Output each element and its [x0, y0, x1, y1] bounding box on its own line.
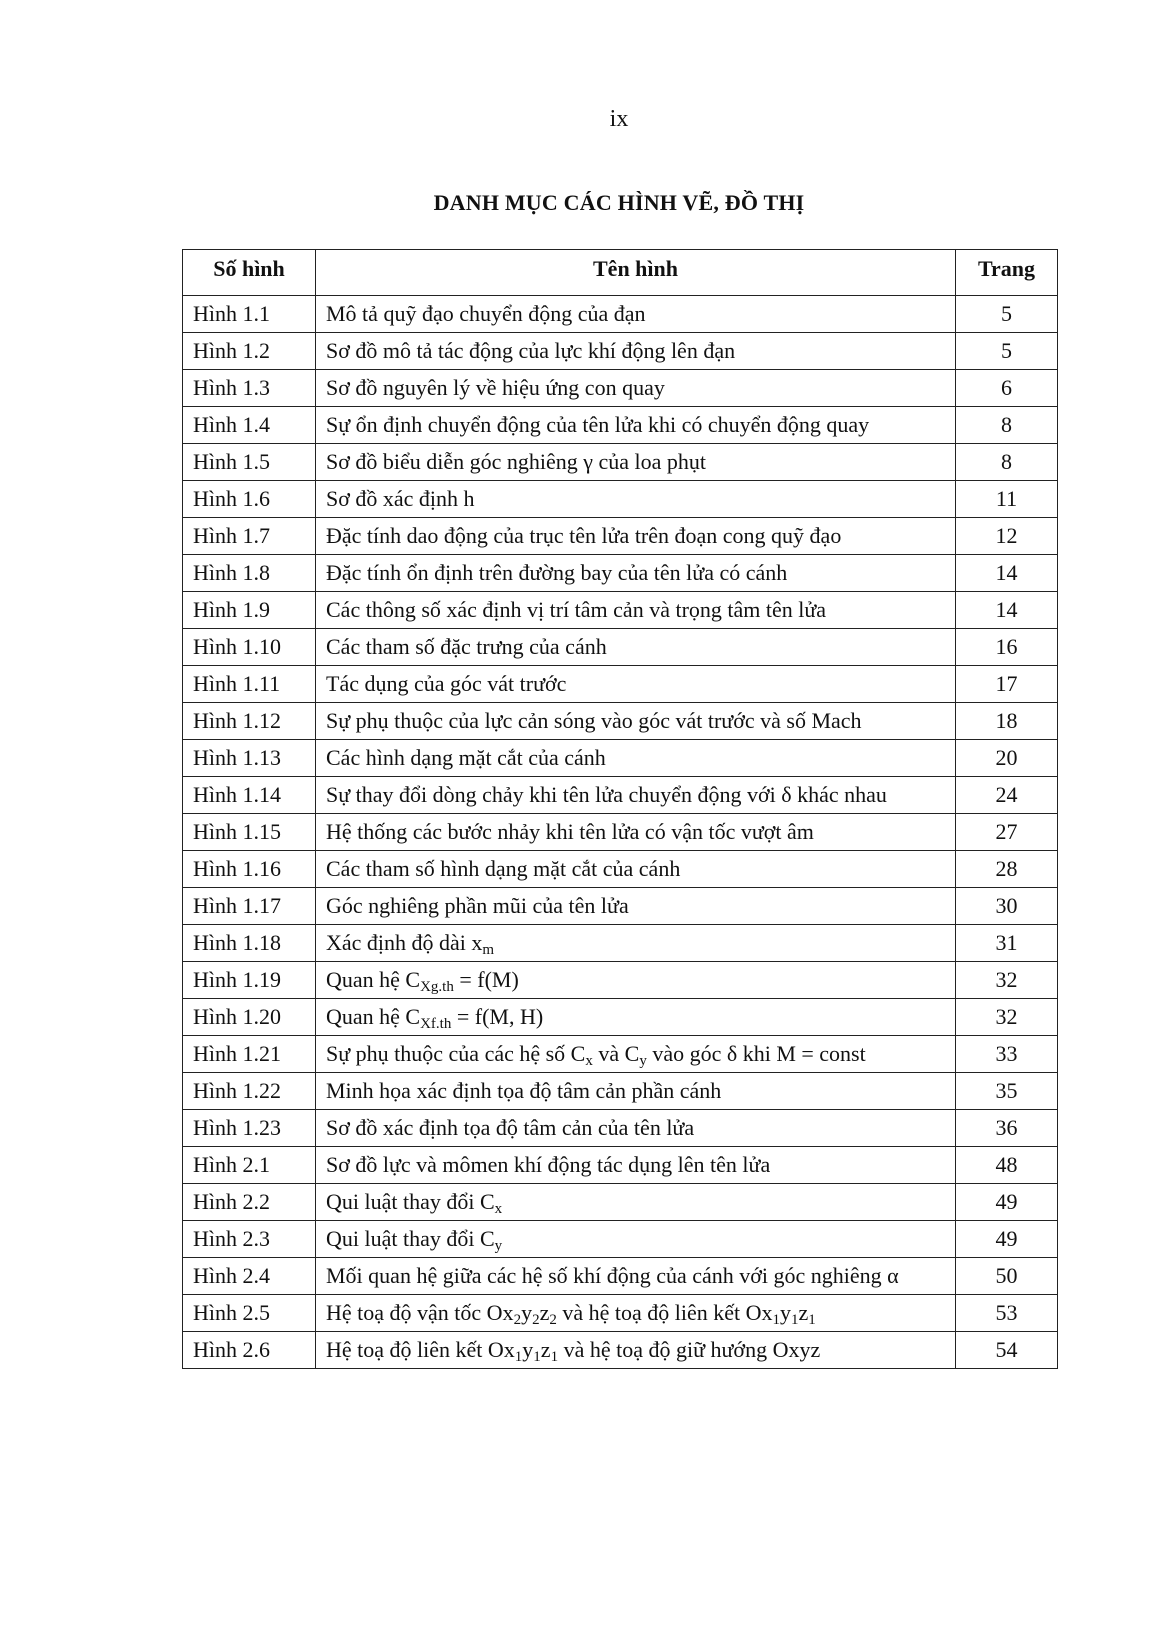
header-figure-number: Số hình	[183, 250, 316, 296]
figure-name-text: Qui luật thay đổi C	[326, 1226, 495, 1251]
table-row	[183, 444, 1058, 481]
table-row	[183, 1184, 1058, 1221]
figure-page: 33	[956, 1036, 1058, 1073]
figure-page: 54	[956, 1332, 1058, 1369]
figure-name-subscript: Xf.th	[420, 1016, 452, 1032]
table-row	[183, 999, 1058, 1036]
figure-name: Sơ đồ xác định tọa độ tâm cản của tên lửa	[316, 1110, 956, 1147]
figure-name-text: Qui luật thay đổi C	[326, 1189, 495, 1214]
figure-number: Hình 1.14	[183, 777, 316, 814]
table-row	[183, 407, 1058, 444]
figure-page: 18	[956, 703, 1058, 740]
figure-number: Hình 1.10	[183, 629, 316, 666]
figure-name: Mối quan hệ giữa các hệ số khí động của cánh với góc nghiêng α	[316, 1258, 956, 1295]
figure-name: Các thông số xác định vị trí tâm cản và trọng tâm tên lửa	[316, 592, 956, 629]
figure-name	[316, 1036, 956, 1073]
figure-number: Hình 1.5	[183, 444, 316, 481]
table-row	[183, 592, 1058, 629]
figure-name-text: Hệ toạ độ vận tốc Ox	[326, 1300, 514, 1325]
figure-name: Sơ đồ nguyên lý về hiệu ứng con quay	[316, 370, 956, 407]
figure-name: Sơ đồ biểu diễn góc nghiêng γ của loa phụt	[316, 444, 956, 481]
figure-name-text: = f(M)	[453, 967, 519, 992]
figure-number: Hình 1.23	[183, 1110, 316, 1147]
figure-name-text: Quan hệ C	[326, 1004, 421, 1029]
table-row	[183, 888, 1058, 925]
figure-name-subscript: x	[585, 1053, 593, 1069]
table-row	[183, 740, 1058, 777]
figure-page: 17	[956, 666, 1058, 703]
figure-name-text: vào góc δ khi M = const	[646, 1041, 866, 1066]
table-row	[183, 851, 1058, 888]
figure-name	[316, 1221, 956, 1258]
figure-name-subscript: 1	[550, 1349, 559, 1365]
figure-name-text: = f(M, H)	[451, 1004, 544, 1029]
table-row	[183, 629, 1058, 666]
figure-page: 50	[956, 1258, 1058, 1295]
figure-name: Các tham số hình dạng mặt cắt của cánh	[316, 851, 956, 888]
figure-number: Hình 1.13	[183, 740, 316, 777]
figure-page: 49	[956, 1221, 1058, 1258]
figure-name: Sơ đồ xác định h	[316, 481, 956, 518]
figure-name-subscript: 1	[808, 1312, 816, 1328]
figure-number: Hình 1.6	[183, 481, 316, 518]
figure-page: 8	[956, 407, 1058, 444]
figure-name-subscript: x	[494, 1201, 503, 1217]
figure-number: Hình 2.6	[183, 1332, 316, 1369]
page-number: ix	[609, 106, 629, 132]
figure-number: Hình 1.16	[183, 851, 316, 888]
figure-name-text: y	[780, 1300, 791, 1325]
figure-page: 5	[956, 296, 1058, 333]
table-row	[183, 481, 1058, 518]
figure-page: 11	[956, 481, 1058, 518]
figure-page: 30	[956, 888, 1058, 925]
figure-name: Sự ổn định chuyển động của tên lửa khi có chuyển động quay	[316, 407, 956, 444]
figure-page: 32	[956, 999, 1058, 1036]
figure-page: 32	[956, 962, 1058, 999]
figure-page: 8	[956, 444, 1058, 481]
table-row	[183, 333, 1058, 370]
figure-page: 16	[956, 629, 1058, 666]
table-row	[183, 666, 1058, 703]
figure-number: Hình 1.18	[183, 925, 316, 962]
header-figure-name: Tên hình	[316, 250, 956, 296]
figure-name-text: Quan hệ C	[326, 967, 421, 992]
figure-name-subscript: 1	[772, 1312, 780, 1328]
figure-name-subscript: 1	[533, 1349, 541, 1365]
figure-name: Các tham số đặc trưng của cánh	[316, 629, 956, 666]
figure-name: Sơ đồ mô tả tác động của lực khí động lên đạn	[316, 333, 956, 370]
table-row	[183, 1295, 1058, 1332]
figure-name-subscript: 1	[514, 1349, 523, 1365]
figure-name-text: y	[522, 1337, 534, 1362]
table-row	[183, 1147, 1058, 1184]
figure-number: Hình 2.1	[183, 1147, 316, 1184]
figure-page: 6	[956, 370, 1058, 407]
figure-name-subscript: Xg.th	[420, 979, 454, 995]
figure-name: Góc nghiêng phần mũi của tên lửa	[316, 888, 956, 925]
table-row	[183, 1036, 1058, 1073]
figure-name-text: và hệ toạ độ liên kết Ox	[556, 1300, 773, 1325]
figure-name: Sơ đồ lực và mômen khí động tác dụng lên tên lửa	[316, 1147, 956, 1184]
table-row	[183, 1258, 1058, 1295]
figure-name	[316, 1295, 956, 1332]
figure-number: Hình 1.15	[183, 814, 316, 851]
figure-name-subscript: y	[639, 1053, 647, 1069]
figure-name-text: y	[521, 1300, 533, 1325]
figure-number: Hình 1.2	[183, 333, 316, 370]
figure-name-text: Hệ toạ độ liên kết Ox	[326, 1337, 515, 1362]
figure-name-text: z	[798, 1300, 809, 1325]
figure-page: 14	[956, 555, 1058, 592]
figure-name	[316, 999, 956, 1036]
figure-number: Hình 1.9	[183, 592, 316, 629]
figure-number: Hình 1.7	[183, 518, 316, 555]
figure-name: Sự thay đổi dòng chảy khi tên lửa chuyển động với δ khác nhau	[316, 777, 956, 814]
table-row	[183, 370, 1058, 407]
figure-name-subscript: 2	[532, 1312, 540, 1328]
figure-name	[316, 1184, 956, 1221]
figure-page: 53	[956, 1295, 1058, 1332]
table-header-row	[183, 250, 1058, 296]
figure-page: 36	[956, 1110, 1058, 1147]
figure-page: 14	[956, 592, 1058, 629]
figure-number: Hình 1.12	[183, 703, 316, 740]
figure-number: Hình 1.17	[183, 888, 316, 925]
figure-page: 24	[956, 777, 1058, 814]
header-page: Trang	[956, 250, 1058, 296]
figure-number: Hình 2.3	[183, 1221, 316, 1258]
figure-name: Đặc tính dao động của trục tên lửa trên đoạn cong quỹ đạo	[316, 518, 956, 555]
figure-name: Sự phụ thuộc của lực cản sóng vào góc vát trước và số Mach	[316, 703, 956, 740]
figure-name-text: Xác định độ dài x	[326, 930, 483, 955]
table-row	[183, 703, 1058, 740]
figure-page: 35	[956, 1073, 1058, 1110]
table-row	[183, 1110, 1058, 1147]
figure-name-subscript: 2	[513, 1312, 522, 1328]
figure-name: Các hình dạng mặt cắt của cánh	[316, 740, 956, 777]
figure-number: Hình 2.2	[183, 1184, 316, 1221]
figure-page: 48	[956, 1147, 1058, 1184]
table-row	[183, 925, 1058, 962]
figure-number: Hình 1.11	[183, 666, 316, 703]
figure-name-subscript: y	[494, 1238, 503, 1254]
figure-name-text: z	[540, 1337, 551, 1362]
figure-number: Hình 1.19	[183, 962, 316, 999]
figure-name: Hệ thống các bước nhảy khi tên lửa có vận tốc vượt âm	[316, 814, 956, 851]
table-row	[183, 814, 1058, 851]
figure-name: Mô tả quỹ đạo chuyển động của đạn	[316, 296, 956, 333]
figure-name	[316, 925, 956, 962]
page-heading: DANH MỤC CÁC HÌNH VẼ, ĐỒ THỊ	[433, 190, 805, 215]
figure-page: 5	[956, 333, 1058, 370]
figure-name: Tác dụng của góc vát trước	[316, 666, 956, 703]
figure-name-text: và C	[592, 1041, 640, 1066]
figure-name: Minh họa xác định tọa độ tâm cản phần cánh	[316, 1073, 956, 1110]
figure-name-text: z	[539, 1300, 550, 1325]
figure-number: Hình 1.4	[183, 407, 316, 444]
figure-number: Hình 1.8	[183, 555, 316, 592]
figure-name-subscript: 2	[549, 1312, 557, 1328]
figure-page: 27	[956, 814, 1058, 851]
table-row	[183, 555, 1058, 592]
figure-page: 31	[956, 925, 1058, 962]
table-row	[183, 296, 1058, 333]
figure-page: 28	[956, 851, 1058, 888]
figure-number: Hình 1.21	[183, 1036, 316, 1073]
figure-page: 12	[956, 518, 1058, 555]
table-body	[183, 296, 1058, 1369]
figure-number: Hình 1.20	[183, 999, 316, 1036]
table-row	[183, 962, 1058, 999]
figure-name	[316, 962, 956, 999]
table-row	[183, 1073, 1058, 1110]
figure-name-subscript: 1	[791, 1312, 799, 1328]
figure-page: 49	[956, 1184, 1058, 1221]
figure-name	[316, 1332, 956, 1369]
figure-name: Đặc tính ổn định trên đường bay của tên lửa có cánh	[316, 555, 956, 592]
figure-number: Hình 1.3	[183, 370, 316, 407]
figure-list-table	[182, 249, 1058, 1369]
figure-name-text: và hệ toạ độ giữ hướng Oxyz	[558, 1337, 821, 1362]
figure-number: Hình 2.4	[183, 1258, 316, 1295]
figure-number: Hình 2.5	[183, 1295, 316, 1332]
figure-name-text: Sự phụ thuộc của các hệ số C	[326, 1041, 586, 1066]
figure-name-subscript: m	[482, 942, 495, 958]
table-row	[183, 777, 1058, 814]
table-row	[183, 1221, 1058, 1258]
table-row	[183, 1332, 1058, 1369]
figure-number: Hình 1.22	[183, 1073, 316, 1110]
table-row	[183, 518, 1058, 555]
figure-number: Hình 1.1	[183, 296, 316, 333]
figure-page: 20	[956, 740, 1058, 777]
